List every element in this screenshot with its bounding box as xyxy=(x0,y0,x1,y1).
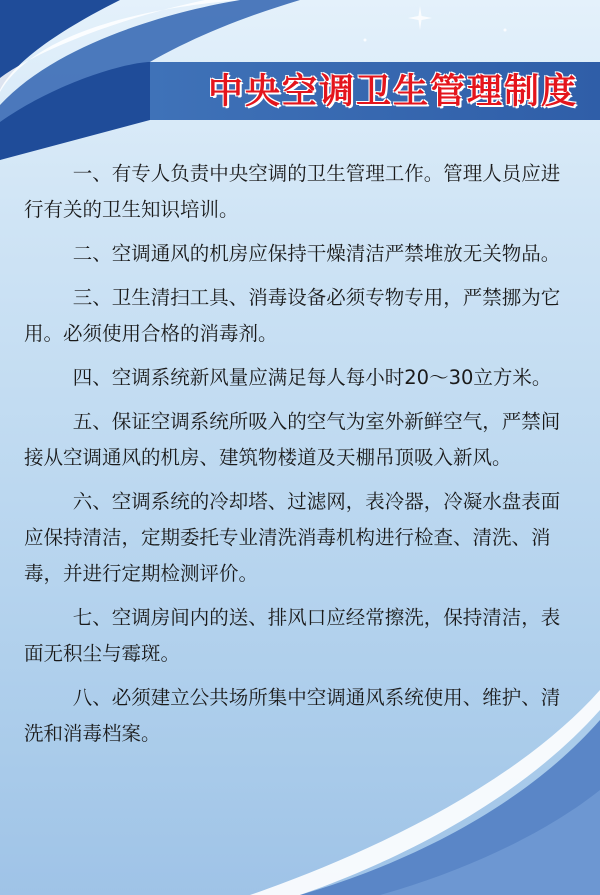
rules-content xyxy=(24,156,576,760)
sparkle-icon xyxy=(364,6,507,42)
rule-paragraph-5: 五、保证空调系统所吸入的空气为室外新鲜空气，严禁间接从空调通风的机房、建筑物楼道及天棚吊顶吸入新风。 xyxy=(24,410,561,469)
page-title: 中央空调卫生管理制度 xyxy=(207,71,578,112)
rule-paragraph-2: 二、空调通风的机房应保持干燥清洁严禁堆放无关物品。 xyxy=(72,242,561,265)
rule-paragraph-3: 三、卫生清扫工具、消毒设备必须专物专用，严禁挪为它用。必须使用合格的消毒剂。 xyxy=(24,286,561,345)
rule-paragraph-1: 一、有专人负责中央空调的卫生管理工作。管理人员应进行有关的卫生知识培训。 xyxy=(24,162,561,221)
rule-paragraph-4: 四、空调系统新风量应满足每人每小时20～30立方米。 xyxy=(72,366,552,389)
rule-paragraph-6: 六、空调系统的冷却塔、过滤网，表冷器，冷凝水盘表面应保持清洁，定期委托专业清洗消毒机构进行检查、清洗、消毒，并进行定期检测评价。 xyxy=(24,490,561,585)
rule-paragraph-8: 八、必须建立公共场所集中空调通风系统使用、维护、清洗和消毒档案。 xyxy=(24,686,561,745)
rule-paragraph-7: 七、空调房间内的送、排风口应经常擦洗，保持清洁，表面无积尘与霉斑。 xyxy=(24,606,561,665)
